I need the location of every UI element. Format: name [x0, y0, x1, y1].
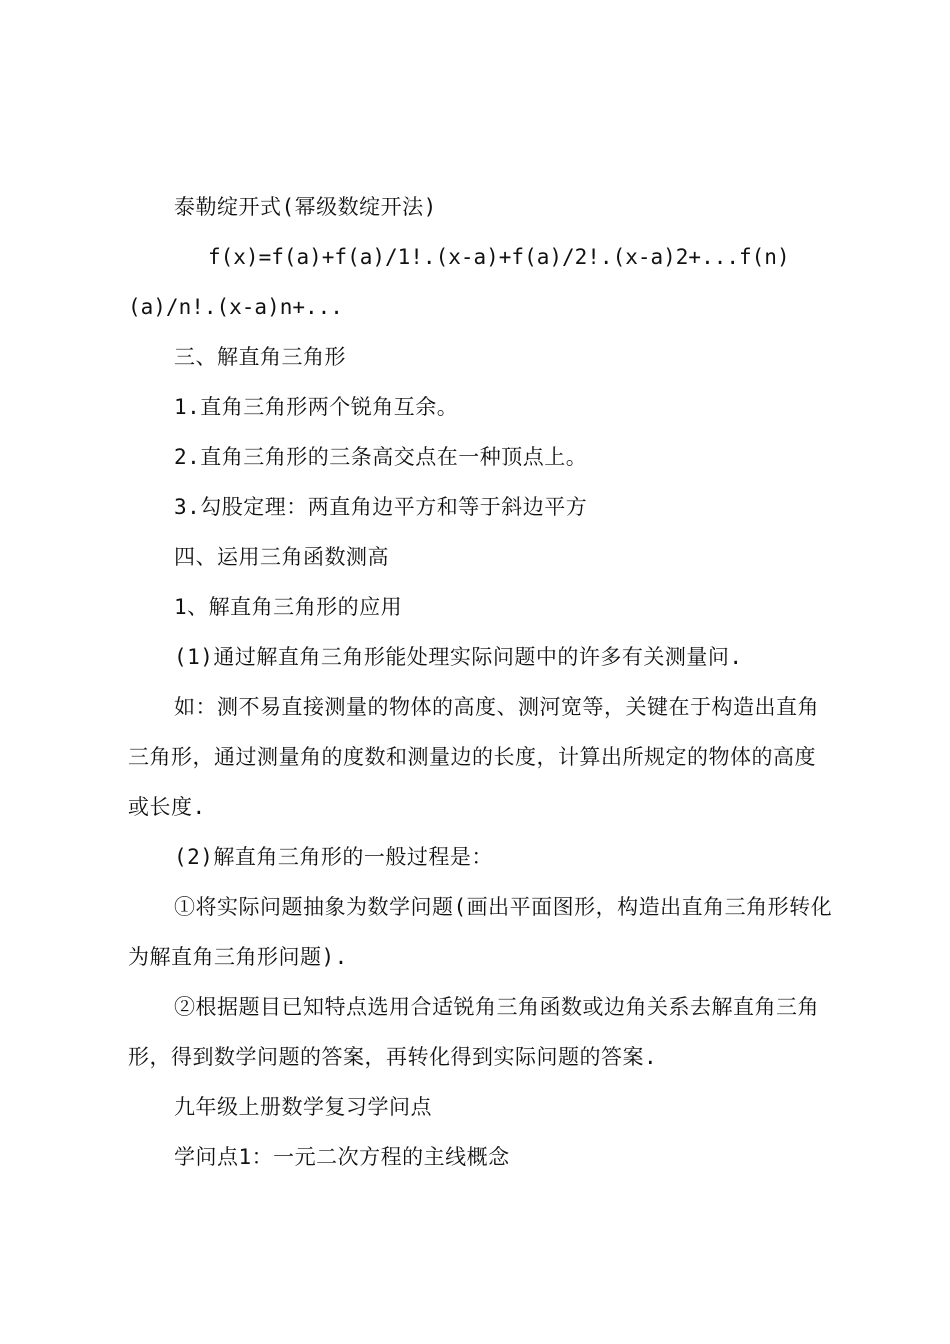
paragraph-knowledge-point-1: 学问点1：一元二次方程的主线概念: [174, 1145, 510, 1169]
paragraph-taylor-heading: 泰勒绽开式(幂级数绽开法): [174, 195, 437, 219]
paragraph-item-2: 2.直角三角形的三条高交点在一种顶点上。: [174, 445, 588, 469]
document-body: [128, 182, 834, 1182]
paragraph-step-2: ②根据题目已知特点选用合适锐角三角函数或边角关系去解直角三角形，得到数学问题的答案，再转化得到实际问题的答案.: [128, 995, 819, 1069]
section-heading-trig-height: 四、运用三角函数测高: [174, 545, 389, 569]
paragraph-step-1: ①将实际问题抽象为数学问题(画出平面图形，构造出直角三角形转化为解直角三角形问题).: [128, 895, 833, 969]
section-heading-grade9: 九年级上册数学复习学问点: [174, 1095, 432, 1119]
paragraph-taylor-formula: f(x)=f(a)+f(a)/1!.(x-a)+f(a)/2!.(x-a)2+...f(n)(a)/n!.(x-a)n+...: [128, 245, 790, 319]
paragraph-item-3: 3.勾股定理：两直角边平方和等于斜边平方: [174, 495, 588, 519]
paragraph-application-1: (1)通过解直角三角形能处理实际问题中的许多有关测量问.: [174, 645, 743, 669]
paragraph-general-process: (2)解直角三角形的一般过程是：: [174, 845, 493, 869]
section-heading-right-triangle: 三、解直角三角形: [174, 345, 346, 369]
subheading-application: 1、解直角三角形的应用: [174, 595, 403, 619]
paragraph-example: 如：测不易直接测量的物体的高度、测河宽等，关键在于构造出直角三角形，通过测量角的度数和测量边的长度，计算出所规定的物体的高度或长度.: [128, 695, 819, 819]
paragraph-item-1: 1.直角三角形两个锐角互余。: [174, 395, 459, 419]
